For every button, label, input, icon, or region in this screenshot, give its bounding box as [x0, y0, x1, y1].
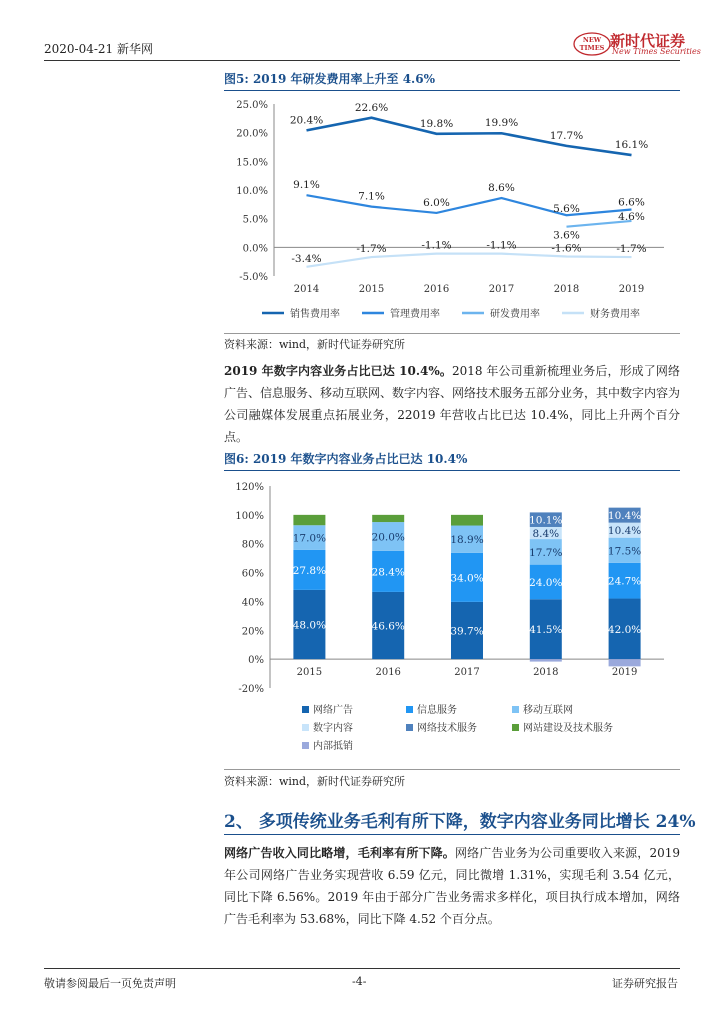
y-tick-label: 120% [235, 482, 264, 493]
bar-segment-6 [293, 515, 325, 525]
data-label: 8.6% [488, 182, 515, 195]
data-label: 10.4% [607, 525, 642, 538]
legend-label: 网络技术服务 [417, 723, 477, 734]
y-tick-label: 0% [248, 655, 264, 667]
paragraph-digital-content [224, 360, 680, 448]
logo-english: New Times Securities [612, 47, 701, 56]
header-date-source: 2020-04-21 新华网 [44, 42, 154, 56]
fig6-stacked-bar-chart [224, 472, 680, 768]
data-label: 18.9% [450, 534, 484, 547]
y-tick-label: 100% [235, 510, 264, 522]
footer-disclaimer: 敬请参阅最后一页免责声明 [44, 977, 176, 990]
y-tick-label: 15.0% [236, 157, 268, 169]
data-label: 41.5% [529, 624, 563, 637]
data-label: -1.1% [421, 239, 452, 252]
data-label: -1.6% [551, 242, 582, 255]
data-label: 19.9% [484, 117, 519, 130]
data-label: 3.6% [553, 229, 580, 242]
legend-label: 研发费用率 [490, 309, 540, 320]
x-tick-label: 2019 [618, 284, 645, 295]
y-tick-label: -20% [238, 684, 264, 695]
data-label: 10.4% [607, 510, 642, 523]
fig5-source-rule [224, 333, 680, 334]
data-label: 17.7% [529, 546, 563, 559]
page-number: -4- [352, 975, 367, 988]
legend-label: 数字内容 [313, 723, 353, 734]
legend-swatch [302, 724, 309, 731]
x-tick-label: 2017 [454, 667, 480, 679]
legend-swatch [302, 742, 309, 749]
data-label: 17.0% [292, 532, 327, 545]
bar-segment-7 [609, 659, 641, 666]
data-label: 27.8% [292, 564, 327, 577]
data-label: -3.4% [291, 252, 322, 265]
newtimes-logo-icon [572, 31, 612, 57]
data-label: -1.7% [356, 243, 387, 256]
data-label: -1.1% [486, 239, 517, 252]
legend-label: 财务费用率 [590, 309, 640, 320]
svg-text:TIMES: TIMES [579, 44, 605, 52]
footer-report-type: 证券研究报告 [612, 977, 678, 990]
legend-label: 网络广告 [313, 705, 353, 716]
header-divider [44, 60, 680, 61]
fig6-source-rule [224, 769, 680, 770]
y-tick-label: 80% [241, 539, 264, 551]
fig6-title: 图6: 2019 年数字内容业务占比已达 10.4% [224, 452, 468, 466]
legend-swatch [406, 706, 413, 713]
x-tick-label: 2015 [358, 284, 385, 295]
section-rule [224, 834, 680, 835]
y-tick-label: 25.0% [236, 100, 268, 111]
series-line-4 [307, 254, 632, 267]
data-label: 46.6% [371, 620, 405, 633]
paragraph-body: 2018 年公司重新梳理业务后，形成了网络广告、信息服务、移动互联网、数字内容、网络技术服务五部分业务，其中数字内容为公司融媒体发展重点拓展业务，22019 年营收占比已达 10.4%，同比上升两个百分点。 [224, 364, 681, 444]
paragraph-lead: 网络广告收入同比略增，毛利率有所下降。 [224, 846, 455, 860]
y-tick-label: 20% [241, 626, 264, 638]
y-tick-label: 10.0% [236, 186, 268, 197]
paragraph-body: 网络广告业务为公司重要收入来源，2019 年公司网络广告业务实现营收 6.59 亿元，同比微增 1.31%，实现毛利 3.54 亿元，同比下降 6.56%。2019 年由于部分广告业务需求多样化，项目执行成本增加，网络广告毛利率为 53.68%，同比下降 4.52 个百分点。 [224, 846, 680, 926]
x-tick-label: 2015 [296, 667, 323, 679]
fig5-title: 图5: 2019 年研发费用率上升至 4.6% [224, 72, 435, 86]
data-label: 6.0% [423, 196, 450, 209]
y-tick-label: 60% [241, 568, 264, 580]
legend-swatch [512, 724, 519, 731]
fig5-title-rule [224, 90, 680, 91]
fig6-source: 资料来源：wind，新时代证券研究所 [224, 775, 406, 788]
x-tick-label: 2014 [293, 284, 320, 295]
data-label: 39.7% [450, 625, 484, 638]
data-label: 17.5% [607, 545, 642, 558]
data-label: 42.0% [607, 623, 642, 636]
bar-segment-6 [451, 515, 483, 526]
data-label: 8.4% [532, 528, 560, 541]
data-label: 20.0% [371, 531, 405, 544]
series-line-2 [307, 195, 632, 215]
data-label: 6.6% [618, 196, 645, 209]
svg-text:NEW: NEW [582, 36, 602, 44]
legend-label: 销售费用率 [290, 309, 340, 320]
bar-segment-7 [530, 659, 562, 661]
x-tick-label: 2018 [533, 667, 559, 679]
data-label: 48.0% [292, 619, 327, 632]
legend-label: 内部抵销 [313, 741, 353, 752]
legend-label: 网站建设及技术服务 [523, 723, 613, 734]
data-label: 4.6% [618, 210, 645, 223]
bar-segment-6 [372, 515, 404, 522]
legend-swatch [512, 706, 519, 713]
x-tick-label: 2017 [488, 284, 515, 295]
data-label: 9.1% [293, 179, 320, 192]
x-tick-label: 2016 [375, 667, 401, 679]
fig6-title-rule [224, 470, 680, 471]
data-label: 28.4% [371, 566, 405, 579]
data-label: -1.7% [616, 243, 647, 256]
data-label: 24.0% [529, 576, 563, 589]
data-label: 5.6% [553, 203, 580, 216]
legend-label: 移动互联网 [523, 705, 573, 716]
footer-divider [44, 968, 680, 969]
paragraph-lead: 2019 年数字内容业务占比已达 10.4%。 [224, 364, 452, 378]
data-label: 17.7% [549, 129, 584, 142]
data-label: 24.7% [607, 575, 642, 588]
paragraph-online-ads [224, 842, 680, 930]
y-tick-label: 40% [241, 597, 264, 609]
data-label: 19.8% [419, 117, 454, 130]
data-label: 16.1% [614, 139, 649, 152]
y-tick-label: 20.0% [236, 128, 268, 140]
data-label: 34.0% [450, 572, 484, 585]
x-tick-label: 2016 [423, 284, 450, 295]
legend-label: 信息服务 [417, 705, 457, 716]
y-tick-label: 0.0% [242, 243, 268, 255]
data-label: 22.6% [354, 101, 389, 114]
data-label: 7.1% [358, 190, 385, 203]
section-heading: 2、 多项传统业务毛利有所下降，数字内容业务同比增长 24% [224, 812, 696, 832]
fig5-line-chart [224, 92, 680, 332]
y-tick-label: 5.0% [242, 214, 268, 226]
x-tick-label: 2018 [553, 284, 580, 295]
y-tick-label: -5.0% [239, 272, 268, 283]
legend-swatch [302, 706, 309, 713]
data-label: 20.4% [289, 114, 324, 127]
x-tick-label: 2019 [611, 667, 638, 679]
legend-swatch [406, 724, 413, 731]
fig5-source: 资料来源：wind，新时代证券研究所 [224, 338, 406, 351]
data-label: 10.1% [529, 514, 563, 527]
logo-name: 新时代证券 [610, 32, 686, 50]
legend-label: 管理费用率 [390, 309, 440, 320]
